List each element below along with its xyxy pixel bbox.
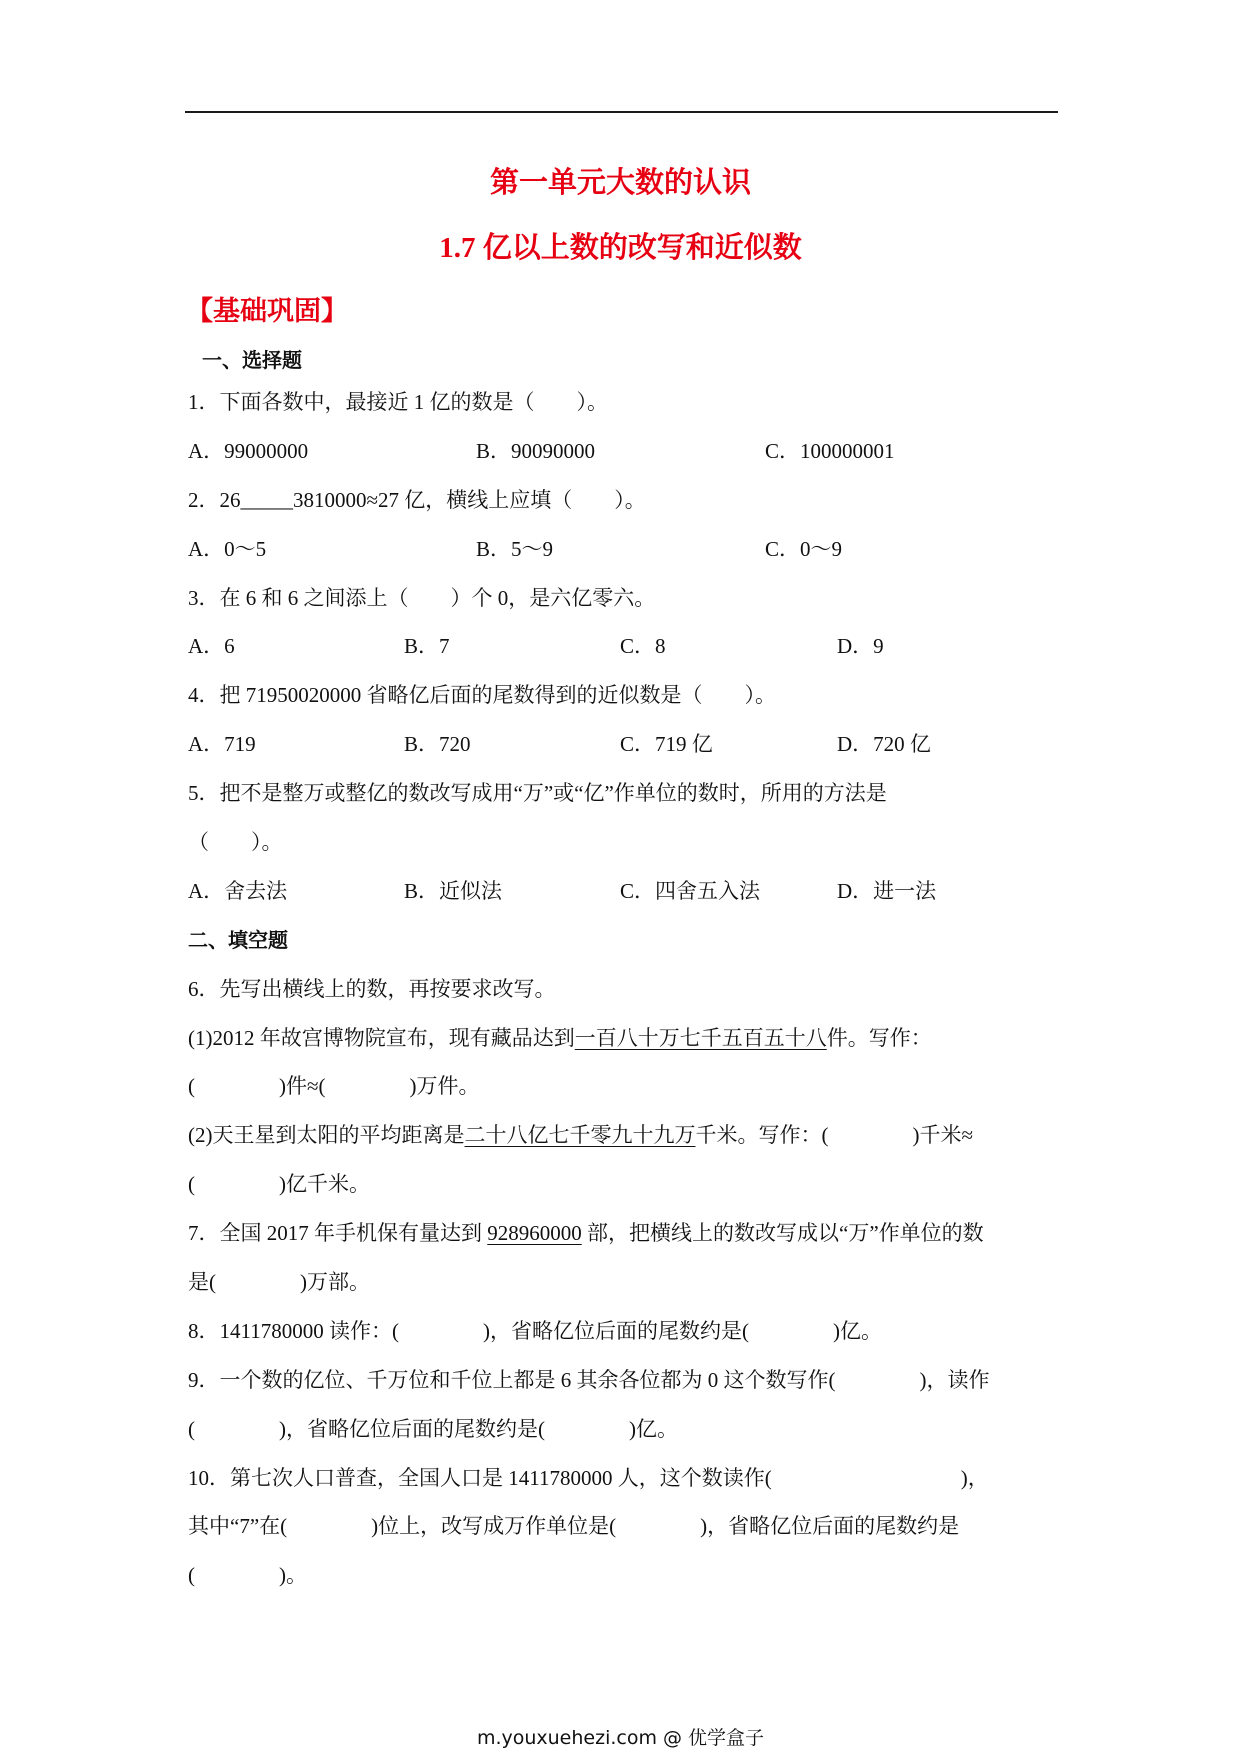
question-5-stem-continued: （ ）。 bbox=[188, 830, 283, 855]
lesson-title: 1.7 亿以上数的改写和近似数 bbox=[439, 232, 802, 264]
question-3-option-a: A．6 bbox=[188, 634, 235, 659]
question-6-stem: 6．先写出横线上的数，再按要求改写。 bbox=[188, 976, 556, 1001]
question-6-part-1-before: (1)2012 年故宫博物院宣布，现有藏品达到 bbox=[188, 1025, 575, 1050]
question-1 bbox=[188, 378, 1088, 427]
footer-watermark: m.youxuehezi.com @ 优学盒子 bbox=[476, 1727, 765, 1749]
question-5-stem: 5．把不是整万或整亿的数改写成用“万”或“亿”作单位的数时，所用的方法是 bbox=[188, 781, 887, 806]
question-6-part-2-blanks: ( )亿千米。 bbox=[188, 1172, 370, 1197]
question-3-options bbox=[188, 622, 1088, 671]
question-6-part-2-continued bbox=[188, 1160, 1088, 1209]
question-6-part-2-after: 千米。写作：( )千米≈ bbox=[695, 1123, 974, 1148]
question-9-line-2: ( )，省略亿位后面的尾数约是( )亿。 bbox=[188, 1416, 678, 1441]
question-8 bbox=[188, 1307, 1088, 1356]
question-1-option-c: C．100000001 bbox=[765, 438, 895, 463]
question-7 bbox=[188, 1209, 1088, 1258]
question-10-continued-2 bbox=[188, 1551, 1088, 1600]
question-9-line-1: 9．一个数的亿位、千万位和千位上都是 6 其余各位都为 0 这个数写作( )，读作 bbox=[188, 1367, 990, 1392]
question-7-before: 7．全国 2017 年手机保有量达到 bbox=[188, 1221, 488, 1246]
question-10-continued bbox=[188, 1502, 1088, 1551]
question-6-part-1 bbox=[188, 1014, 1088, 1063]
question-9 bbox=[188, 1356, 1088, 1405]
unit-title: 第一单元大数的认识 bbox=[489, 167, 751, 199]
question-4-stem: 4．把 71950020000 省略亿后面的尾数得到的近似数是（ ）。 bbox=[188, 683, 776, 708]
question-9-continued bbox=[188, 1405, 1088, 1454]
question-3-option-d: D．9 bbox=[837, 634, 884, 659]
question-4-options bbox=[188, 720, 1088, 769]
question-1-options bbox=[188, 427, 1088, 476]
question-5-option-d: D．进一法 bbox=[837, 878, 937, 903]
question-5-option-b: B．近似法 bbox=[404, 878, 503, 903]
question-10-line-3: ( )。 bbox=[188, 1563, 307, 1588]
question-1-option-b: B．90090000 bbox=[476, 438, 596, 463]
question-8-text: 8．1411780000 读作：( )，省略亿位后面的尾数约是( )亿。 bbox=[188, 1318, 882, 1343]
question-6-part-2-underlined: 二十八亿七千零九十九万 bbox=[464, 1123, 696, 1148]
question-4 bbox=[188, 671, 1088, 720]
question-4-option-a: A．719 bbox=[188, 732, 256, 757]
question-7-continued bbox=[188, 1258, 1088, 1307]
question-6-part-2-before: (2)天王星到太阳的平均距离是 bbox=[188, 1123, 465, 1148]
question-4-option-d: D．720 亿 bbox=[837, 732, 931, 757]
question-10 bbox=[188, 1454, 1088, 1503]
question-3-stem: 3．在 6 和 6 之间添上（ ）个 0，是六亿零六。 bbox=[188, 585, 656, 610]
question-5-option-c: C．四舍五入法 bbox=[620, 878, 761, 903]
question-2-option-a: A．0～5 bbox=[188, 536, 267, 561]
question-6-part-1-continued bbox=[188, 1062, 1088, 1111]
question-5-options bbox=[188, 867, 1088, 916]
question-2-option-b: B．5～9 bbox=[476, 536, 554, 561]
question-4-option-b: B．720 bbox=[404, 732, 471, 757]
question-5 bbox=[188, 769, 1088, 818]
question-2 bbox=[188, 476, 1088, 525]
worksheet-body bbox=[188, 342, 1088, 1600]
question-6-part-1-blanks: ( )件≈( )万件。 bbox=[188, 1074, 480, 1099]
question-4-option-c: C．719 亿 bbox=[620, 732, 713, 757]
question-3 bbox=[188, 574, 1088, 623]
question-6-part-2 bbox=[188, 1111, 1088, 1160]
question-6-part-1-underlined: 一百八十万七千五百五十八 bbox=[574, 1025, 827, 1050]
question-10-line-2: 其中“7”在( )位上，改写成万作单位是( )，省略亿位后面的尾数约是 bbox=[188, 1514, 960, 1539]
question-1-option-a: A．99000000 bbox=[188, 438, 309, 463]
question-6 bbox=[188, 965, 1088, 1014]
question-2-stem: 2．26_____3810000≈27 亿，横线上应填（ ）。 bbox=[188, 487, 646, 512]
section-heading-fill bbox=[188, 916, 1088, 965]
section-heading-fill-text: 二、填空题 bbox=[188, 927, 288, 952]
question-2-options bbox=[188, 525, 1088, 574]
question-5-continued bbox=[188, 818, 1088, 867]
header-rule bbox=[185, 111, 1058, 113]
question-3-option-c: C．8 bbox=[620, 634, 666, 659]
question-7-blanks: 是( )万部。 bbox=[188, 1270, 370, 1295]
section-label: 【基础巩固】 bbox=[186, 296, 348, 327]
question-3-option-b: B．7 bbox=[404, 634, 450, 659]
question-5-option-a: A．舍去法 bbox=[188, 878, 288, 903]
question-2-option-c: C．0～9 bbox=[765, 536, 843, 561]
question-6-part-1-after: 件。写作： bbox=[826, 1025, 932, 1050]
section-heading-choice: 一、选择题 bbox=[202, 348, 302, 372]
question-7-after: 部，把横线上的数改写成以“万”作单位的数 bbox=[581, 1221, 984, 1246]
question-1-stem: 1．下面各数中，最接近 1 亿的数是（ ）。 bbox=[188, 390, 608, 414]
question-10-line-1: 10．第七次人口普查，全国人口是 1411780000 人，这个数读作( )， bbox=[188, 1465, 989, 1490]
question-7-underlined: 928960000 bbox=[487, 1221, 582, 1246]
